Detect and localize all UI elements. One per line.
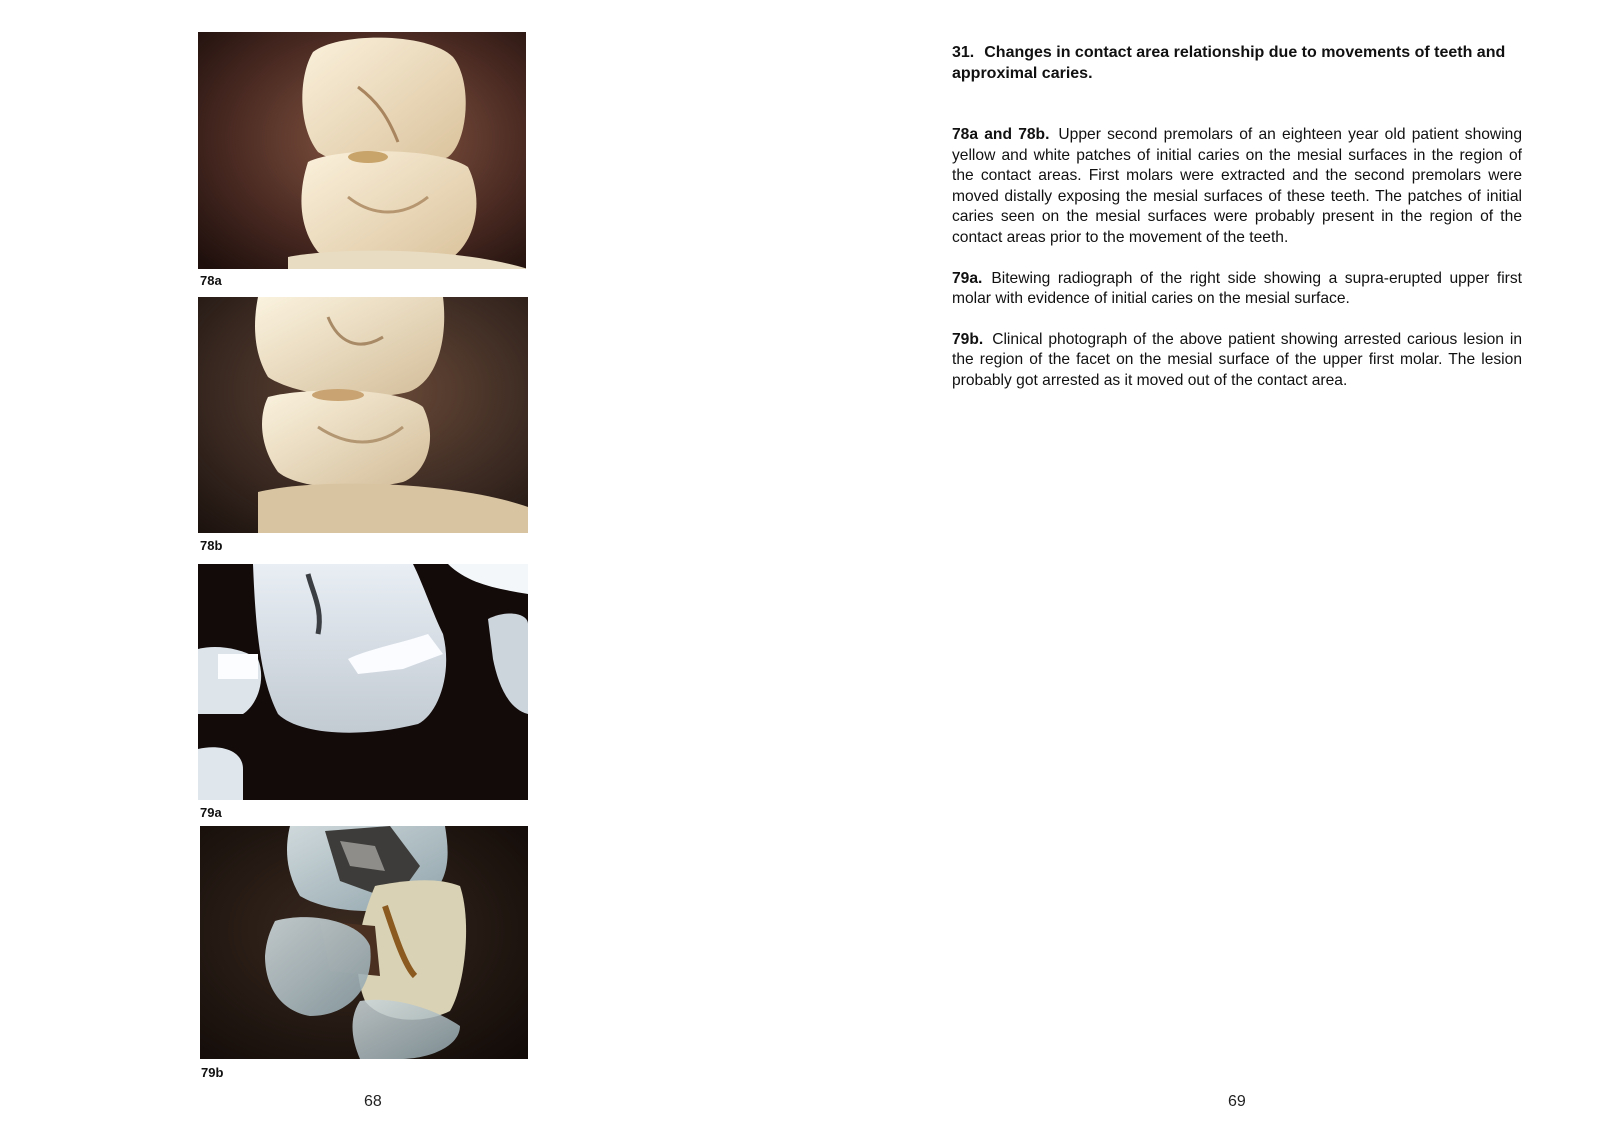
section-title: Changes in contact area relationship due to movements of teeth and approximal caries. [952,44,1506,82]
section-heading [952,42,1522,84]
photo-78a [198,32,526,269]
paragraph-lead-79a: 79a. [952,269,983,287]
section-number: 31. [952,44,975,61]
figure-label-79a: 79a [200,805,222,820]
paragraph-78 [952,125,1522,249]
text-column [952,42,1522,412]
page-number-right: 69 [1228,1093,1246,1110]
paragraph-79b [952,330,1522,392]
paragraph-text-78: Upper second premolars of an eighteen year old patient showing yellow and white patches of initial caries on the mesial surfaces in the region of the contact areas. First molars were extracted and the second premolars were moved distally exposing the mesial surfaces of these teeth. The patches of initial caries seen on the mesial surfaces were probably present in the region of the contact areas prior to the movement of the teeth. [952,126,1522,246]
paragraph-lead-79b: 79b. [952,330,984,348]
paragraph-lead-78: 78a and 78b. [952,126,1050,143]
photo-78b [198,297,528,533]
figure-label-78b: 78b [200,538,223,553]
photo-79b [200,826,528,1059]
figure-label-78a: 78a [200,273,222,288]
paragraph-text-79a: Bitewing radiograph of the right side showing a supra-erupted upper first molar with evidence of initial caries on the mesial surface. [952,269,1522,308]
page-number-left: 68 [364,1093,382,1110]
paragraph-text-79b: Clinical photograph of the above patient showing arrested carious lesion in the region of the facet on the mesial surface of the upper first molar. The lesion probably got arrested as it moved out of the contact area. [952,330,1522,389]
radiograph-79a [198,564,528,800]
paragraph-79a [952,269,1522,310]
figure-label-79b: 79b [201,1065,224,1080]
